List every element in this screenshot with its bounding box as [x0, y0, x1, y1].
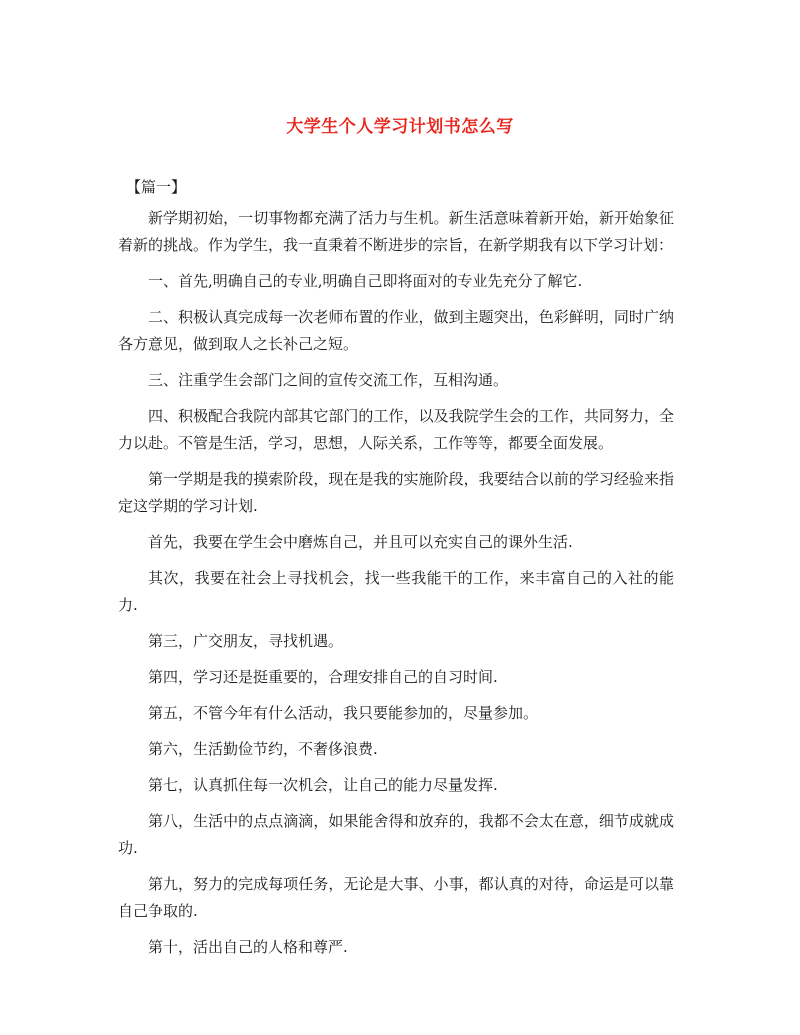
paragraph-plan-4: 四、积极配合我院内部其它部门的工作，以及我院学生会的工作，共同努力，全力以赴。不管是生活，学习，思想，人际关系，工作等等，都要全面发展。	[118, 407, 674, 452]
paragraph-fourth: 第四，学习还是挺重要的，合理安排自己的自习时间.	[148, 668, 498, 686]
section-label: 【篇一】	[126, 178, 187, 196]
paragraph-fifth: 第五，不管今年有什么活动，我只要能参加的，尽量参加。	[148, 704, 539, 722]
paragraph-third: 第三，广交朋友，寻找机遇。	[148, 632, 344, 650]
page-title: 大学生个人学习计划书怎么写	[286, 117, 514, 137]
paragraph-ninth: 第九，努力的完成每项任务，无论是大事、小事，都认真的对待，命运是可以靠自己争取的.	[118, 875, 674, 920]
paragraph-plan-3: 三、注重学生会部门之间的宣传交流工作，互相沟通。	[148, 371, 509, 389]
paragraph-plan-2: 二、积极认真完成每一次老师布置的作业，做到主题突出，色彩鲜明，同时广纳各方意见，做到取人之长补己之短。	[118, 308, 674, 353]
paragraph-eighth: 第八，生活中的点点滴滴，如果能舍得和放弃的，我都不会太在意，细节成就成功.	[118, 812, 674, 857]
paragraph-second: 其次，我要在社会上寻找机会，找一些我能干的工作，来丰富自己的入社的能力.	[118, 569, 674, 614]
paragraph-seventh: 第七，认真抓住每一次机会，让自己的能力尽量发挥.	[148, 776, 498, 794]
paragraph-tenth: 第十，活出自己的人格和尊严.	[148, 938, 348, 956]
paragraph-intro: 新学期初始，一切事物都充满了活力与生机。新生活意味着新开始，新开始象征着新的挑战。作为学生，我一直秉着不断进步的宗旨，在新学期我有以下学习计划：	[118, 209, 674, 254]
document-body	[118, 174, 674, 970]
paragraph-sixth: 第六，生活勤俭节约，不奢侈浪费.	[148, 740, 378, 758]
paragraph-semester: 第一学期是我的摸索阶段，现在是我的实施阶段，我要结合以前的学习经验来指定这学期的学习计划.	[118, 470, 674, 515]
paragraph-plan-1: 一、首先,明确自己的专业,明确自己即将面对的专业先充分了解它.	[148, 272, 583, 290]
paragraph-first: 首先，我要在学生会中磨炼自己，并且可以充实自己的课外生活.	[148, 533, 573, 551]
